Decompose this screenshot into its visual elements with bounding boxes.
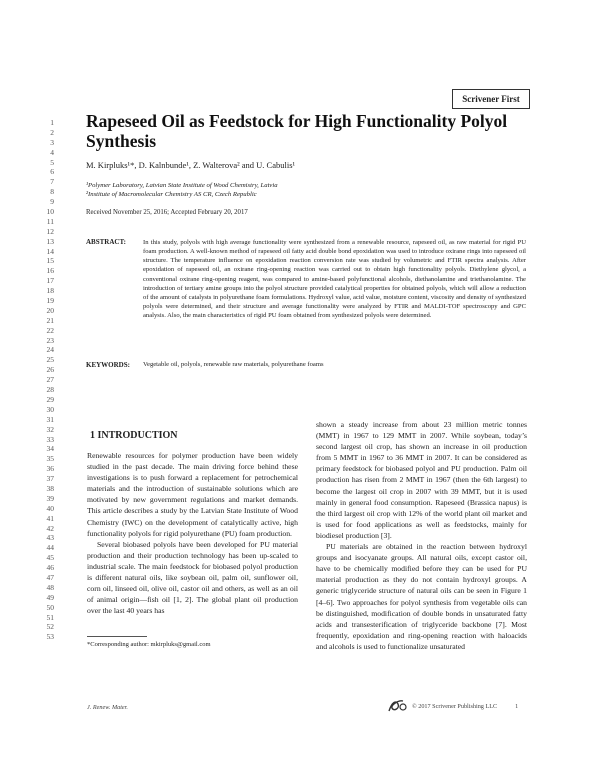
line-number: 53 [46, 632, 54, 642]
line-number: 33 [46, 434, 54, 444]
line-number: 4 [50, 147, 54, 157]
line-number: 43 [46, 533, 54, 543]
line-number: 42 [46, 523, 54, 533]
line-number: 45 [46, 553, 54, 563]
line-number: 47 [46, 572, 54, 582]
line-number: 44 [46, 543, 54, 553]
line-number: 8 [50, 187, 54, 197]
line-number: 48 [46, 582, 54, 592]
keywords-label: KEYWORDS: [86, 361, 130, 369]
line-number: 21 [46, 315, 54, 325]
line-numbers [28, 118, 54, 642]
line-number: 10 [46, 207, 54, 217]
body-column-left [87, 450, 298, 616]
line-number: 11 [46, 216, 54, 226]
line-number: 2 [50, 127, 54, 137]
line-number: 37 [46, 474, 54, 484]
line-number: 40 [46, 503, 54, 513]
received-dates: Received November 25, 2016; Accepted February 20, 2017 [86, 209, 248, 216]
paper-title: Rapeseed Oil as Feedstock for High Functionality Polyol Synthesis [86, 111, 508, 151]
line-number: 29 [46, 394, 54, 404]
line-number: 28 [46, 385, 54, 395]
body-column-right [316, 419, 527, 652]
page-number: 1 [515, 702, 519, 710]
line-number: 32 [46, 424, 54, 434]
affiliations [86, 181, 526, 199]
line-number: 38 [46, 483, 54, 493]
affiliation-2: ²Institute of Macromolecular Chemistry AS CR, Czech Republic [86, 191, 257, 198]
line-number: 15 [46, 256, 54, 266]
line-number: 3 [50, 137, 54, 147]
abstract-text: In this study, polyols with high average functionality were synthesized from a renewable resource, rapeseed oil, as raw material for rigid PU foam production. A well-known method of rapeseed oil fatty acid double bond epoxidation was used to introduce oxirane rings into rapeseed oil structure. The temperature influence on epoxidation reaction conversion rate was studied by volumetric and FTIR spectra analysis. After epoxidation of rapeseed oil, an oxirane ring-opening reaction was carried out to obtain high functionality polyols. Diethylene glycol, a conventional oxirane ring-opening reagent, was compared to amine-based polyfunctional alcohols, diethanolamine and triethanolamine. The introduction of tertiary amine groups into the polyol structure provided catalytical properties for obtained polyols, which will allow a reduction of the amount of catalysts in polyurethane foam formulations. Hydroxyl value, acid value, moisture content, viscosity and density of synthesized polyols were determined, and their structure and average functionality were analyzed by FTIR and MALDI-TOF spectroscopy and GPC analysis. Also, the main characteristics of rigid PU foam obtained from synthesized polyols were determined. [143, 239, 526, 320]
footnote: *Corresponding author: mkirpluks@gmail.com [87, 641, 211, 648]
paragraph: PU materials are obtained in the reaction between hydroxyl groups and isocyanate groups. All natural oils, except castor oil, have to be chemically modified before they can be used for PU material production as they do not contain hydroxyl groups. A generic triglyceride structure of natural oils can be seen in Figure 1 [4–6]. Two approaches for polyol synthesis from vegetable oils can be distinguished, modification of double bonds in unsaturated fatty acids and transesterification of triglyceride backbone [7]. Most frequently, epoxidation and ring-opening reaction with haloacids and alcohols is used to functionalize unsaturated [316, 542, 527, 651]
line-number: 34 [46, 444, 54, 454]
line-number: 18 [46, 286, 54, 296]
footer-right [386, 698, 518, 714]
line-number: 35 [46, 454, 54, 464]
line-number: 24 [46, 345, 54, 355]
paragraph: Several biobased polyols have been developed for PU material production and their production technology has been up-scaled to industrial scale. The main feedstock for biobased polyol production is different natural oils, like soybean oil, palm oil, sunflower oil, corn oil, linseed oil, olive oil, castor oil and others, as well as an oil of animal origin—fish oil [1, 2]. The global plant oil production over the last 40 years has [87, 539, 298, 616]
line-number: 16 [46, 266, 54, 276]
paragraph: shown a steady increase from about 23 million metric tonnes (MMT) in 1967 to 129 MMT in 2007. While soybean, today’s second largest oil crop, has shown an increase in oil production from 5 MMT in 1967 to 36 MMT in 2007. It can be considered as primary feedstock for biobased polyol and PU production. Palm oil production has risen from 2 MMT in 1967 (then the 6th largest) to become the largest oil crop in 2007 with 39 MMT, but it is used mainly in general food consumption. Rapeseed (Brassica napus) is the third largest oil crop with 12% of the world plant oil market and is used for food applications as well as feedstocks, mainly for biodiesel production [3]. [316, 420, 527, 540]
keywords-text: Vegetable oil, polyols, renewable raw materials, polyurethane foams [143, 361, 324, 368]
section-heading: 1 INTRODUCTION [90, 430, 178, 441]
line-number: 25 [46, 355, 54, 365]
line-number: 49 [46, 592, 54, 602]
line-number: 41 [46, 513, 54, 523]
line-number: 52 [46, 622, 54, 632]
line-number: 51 [46, 612, 54, 622]
line-number: 12 [46, 226, 54, 236]
line-number: 39 [46, 493, 54, 503]
paragraph: Renewable resources for polymer production have been widely studied in the past decade. The main driving force behind these investigations is to push forward a replacement for petrochemical materials and the introduction of sustainable solutions which are motivated by new government regulations and market demands. This article describes a study by the Latvian State Institute of Wood Chemistry (IWC) on the development of catalytically active, high functionality polyols for rigid polyurethane (PU) foam production. [87, 451, 298, 538]
line-number: 19 [46, 296, 54, 306]
line-number: 22 [46, 325, 54, 335]
authors: M. Kirpluks¹*, D. Kalnbunde¹, Z. Walterova² and U. Cabulis¹ [86, 160, 296, 170]
scrivener-logo-icon [386, 698, 408, 714]
scrivener-first-badge: Scrivener First [452, 89, 530, 109]
line-number: 5 [50, 157, 54, 167]
line-number: 9 [50, 197, 54, 207]
line-number: 30 [46, 404, 54, 414]
journal-name: J. Renew. Mater. [87, 704, 128, 711]
line-number: 27 [46, 375, 54, 385]
line-number: 36 [46, 464, 54, 474]
line-number: 7 [50, 177, 54, 187]
line-number: 13 [46, 236, 54, 246]
abstract-label: ABSTRACT: [86, 238, 126, 246]
copyright: © 2017 Scrivener Publishing LLC [412, 702, 498, 710]
line-number: 23 [46, 335, 54, 345]
line-number: 31 [46, 414, 54, 424]
affiliation-1: ¹Polymer Laboratory, Latvian State Institute of Wood Chemistry, Latvia [86, 182, 278, 189]
line-number: 20 [46, 305, 54, 315]
line-number: 50 [46, 602, 54, 612]
line-number: 46 [46, 563, 54, 573]
footnote-divider [87, 636, 147, 637]
line-number: 17 [46, 276, 54, 286]
line-number: 1 [50, 118, 54, 127]
line-number: 14 [46, 246, 54, 256]
line-number: 6 [50, 167, 54, 177]
line-number: 26 [46, 365, 54, 375]
